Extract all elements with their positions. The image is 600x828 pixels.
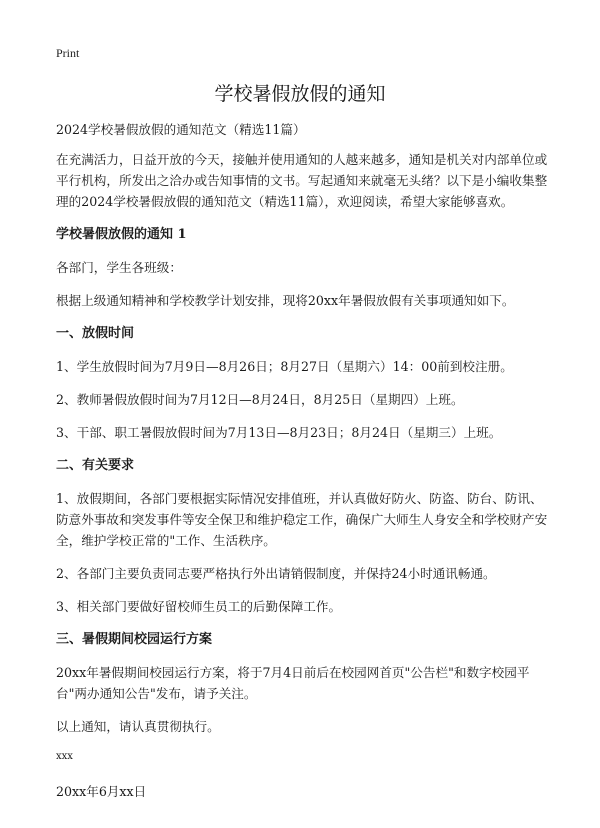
section-heading: 学校暑假放假的通知 1 bbox=[56, 227, 187, 242]
document-subtitle: 2024学校暑假放假的通知范文（精选11篇） bbox=[56, 122, 306, 137]
document-date: 20xx年6月xx日 bbox=[56, 784, 147, 799]
part1-item: 2、教师暑假放假时间为7月12日—8月24日，8月25日（星期四）上班。 bbox=[56, 392, 464, 407]
closing-paragraph: 以上通知，请认真贯彻执行。 bbox=[56, 719, 220, 734]
signature: xxx bbox=[56, 751, 73, 762]
part3-heading: 三、暑假期间校园运行方案 bbox=[56, 632, 213, 647]
document-body bbox=[56, 119, 550, 814]
opening-paragraph: 根据上级通知精神和学校教学计划安排，现将20xx年暑假放假有关事项通知如下。 bbox=[56, 293, 515, 308]
part2-heading: 二、有关要求 bbox=[56, 458, 135, 473]
part1-item: 1、学生放假时间为7月9日—8月26日；8月27日（星期六）14：00前到校注册。 bbox=[56, 359, 513, 374]
part1-heading: 一、放假时间 bbox=[56, 326, 135, 341]
intro-paragraph: 在充满活力，日益开放的今天，接触并使用通知的人越来越多，通知是机关对内部单位或平行机构，所发出之洽办或告知事情的文书。写起通知来就毫无头绪？以下是小编收集整理的2024学校暑假放假的通知范文（精选11篇），欢迎阅读，希望大家能够喜欢。 bbox=[56, 152, 548, 209]
part1-item: 3、干部、职工暑假放假时间为7月13日—8月23日；8月24日（星期三）上班。 bbox=[56, 425, 502, 440]
part2-item: 1、放假期间，各部门要根据实际情况安排值班，并认真做好防火、防盗、防台、防讯、防意外事故和突发事件等安全保卫和维护稳定工作，确保广大师生人身安全和学校财产安全，维护学校正常的"工作、生活秩序。 bbox=[56, 491, 548, 548]
part2-item: 2、各部门主要负责同志要严格执行外出请销假制度，并保持24小时通讯畅通。 bbox=[56, 566, 496, 581]
part3-paragraph: 20xx年暑假期间校园运行方案，将于7月4日前后在校园网首页"公告栏"和数字校园平台"两办通知公告"发布，请予关注。 bbox=[56, 665, 530, 701]
greeting-paragraph: 各部门，学生各班级： bbox=[56, 260, 182, 275]
part2-item: 3、相关部门要做好留校师生员工的后勤保障工作。 bbox=[56, 599, 342, 614]
document-title: 学校暑假放假的通知 bbox=[214, 83, 386, 105]
print-link[interactable]: Print bbox=[56, 46, 80, 60]
